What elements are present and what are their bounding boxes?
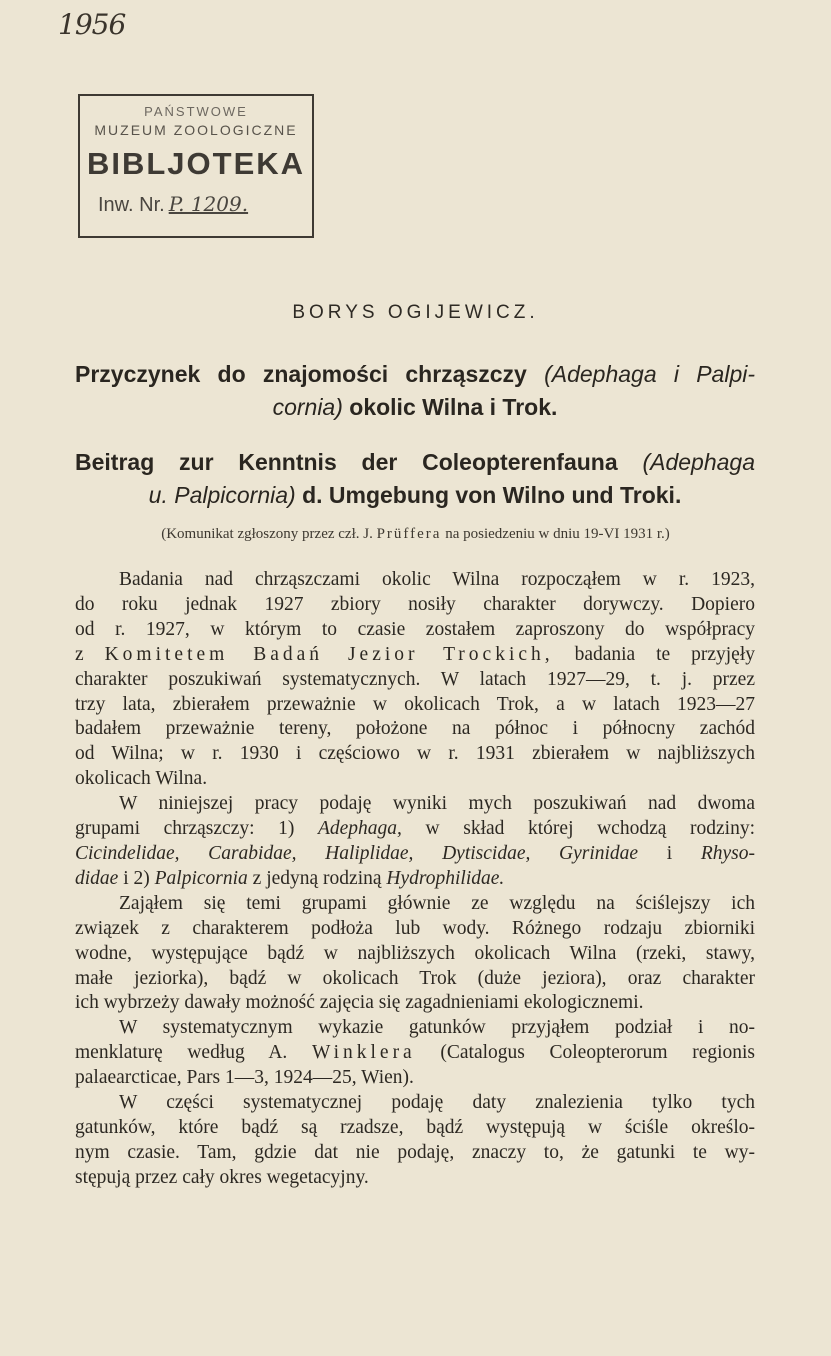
spaced-text: Komitetem Badań Jezior Trockich, bbox=[104, 643, 554, 665]
text-line: Badania nad chrząszczami okolic Wilna rozpocząłem w r. 1923, bbox=[119, 569, 755, 590]
note-part-2: na posiedzeniu w dniu 19-VI 1931 r.) bbox=[445, 526, 670, 542]
note-name: Prüffera bbox=[376, 526, 442, 542]
handwritten-catalog-note: 1956 bbox=[58, 8, 126, 41]
text-line: charakter poszukiwań systematycznych. W latach 1927—29, t. j. przez bbox=[75, 668, 755, 690]
text-line: gatunków, które bądź są rzadsze, bądź występują w ściśle określo- bbox=[75, 1116, 755, 1138]
text-line: stępują przez cały okres wegetacyjny. bbox=[75, 1166, 369, 1188]
title-german-taxa-cont: u. Palpicornia) bbox=[148, 482, 296, 508]
title-polish-line-1 bbox=[75, 358, 755, 391]
text-line: badałem przeważnie tereny, położone na północ i północny zachód bbox=[75, 718, 755, 740]
title-polish-text: Przyczynek do znajomości chrząszczy bbox=[75, 361, 527, 387]
author-name: BORYS OGIJEWICZ. bbox=[292, 302, 539, 323]
text-fragment: grupami chrząszczy: 1) bbox=[75, 818, 295, 840]
text-fragment: w skład której wchodzą rodziny: bbox=[425, 818, 755, 840]
stamp-line-3: BIBLJOTEKA bbox=[86, 146, 306, 181]
text-line: okolicach Wilna. bbox=[75, 768, 208, 790]
title-german-line-1 bbox=[75, 446, 755, 479]
title-polish bbox=[75, 358, 755, 424]
text-fragment: z jedyną rodziną bbox=[252, 867, 382, 889]
text-line: do roku jednak 1927 zbiory nosiły charakter dorywczy. Dopiero bbox=[75, 593, 755, 615]
text-line: związek z charakterem podłoża lub wody. Różnego rodzaju zbiorniki bbox=[75, 917, 755, 939]
text-line bbox=[75, 842, 755, 867]
text-line: ich wybrzeży dawały możność zajęcia się zagadnieniami ekologicznemi. bbox=[75, 992, 644, 1014]
text-fragment: badania te przyjęły bbox=[574, 643, 756, 665]
paragraph-1 bbox=[75, 568, 755, 792]
text-line: W części systematycznej podaję daty znalezienia tylko tych bbox=[119, 1092, 755, 1114]
communication-note bbox=[0, 526, 831, 543]
title-polish-line-2 bbox=[75, 391, 755, 424]
text-line bbox=[75, 817, 755, 842]
taxon-name: didae bbox=[75, 867, 119, 889]
paragraph-2 bbox=[75, 792, 755, 892]
taxon-name: Hydrophilidae. bbox=[386, 867, 505, 889]
spaced-text: Winklera bbox=[311, 1042, 416, 1064]
text-fragment: i bbox=[666, 842, 673, 864]
stamp-inventory bbox=[98, 192, 248, 217]
stamp-line-2: MUZEUM ZOOLOGICZNE bbox=[94, 122, 298, 138]
note-part-1: (Komunikat zgłoszony przez czł. J. bbox=[161, 526, 373, 542]
text-line: W niniejszej pracy podaję wyniki mych poszukiwań nad dwoma bbox=[119, 793, 755, 815]
taxon-name: Rhyso- bbox=[700, 842, 756, 864]
text-line: palaearcticae, Pars 1—3, 1924—25, Wien). bbox=[75, 1067, 414, 1089]
text-line: małe jeziorka), bądź w okolicach Trok (duże jeziora), oraz charakter bbox=[75, 967, 755, 989]
text-line bbox=[75, 643, 755, 668]
title-polish-text-2: okolic Wilna i Trok. bbox=[349, 394, 558, 420]
paragraph-5 bbox=[75, 1091, 755, 1191]
title-german bbox=[75, 446, 755, 512]
text-line: Zająłem się temi grupami głównie ze względu na ściślejszy ich bbox=[119, 892, 755, 914]
stamp-inventory-number: P. 1209. bbox=[168, 192, 249, 216]
paragraph-3 bbox=[75, 892, 755, 1017]
stamp-line-1: PAŃSTWOWE bbox=[144, 104, 248, 119]
taxon-name: Adephaga, bbox=[317, 818, 402, 840]
title-polish-taxa: (Adephaga i Palpi- bbox=[544, 361, 756, 387]
text-fragment: (Catalogus Coleopterorum regionis bbox=[440, 1042, 756, 1064]
taxon-name: Cicindelidae, Carabidae, Haliplidae, Dytiscidae, Gyrinidae bbox=[75, 842, 639, 864]
text-line: od Wilna; w r. 1930 i częściowo w r. 1931 zbierałem w najbliższych bbox=[75, 743, 755, 765]
title-german-line-2 bbox=[75, 479, 755, 512]
title-german-text: Beitrag zur Kenntnis der Coleopterenfauna bbox=[75, 449, 618, 475]
text-line: W systematycznym wykazie gatunków przyjąłem podział i no- bbox=[119, 1017, 755, 1039]
text-line: nym czasie. Tam, gdzie dat nie podaję, znaczy to, że gatunki te wy- bbox=[75, 1141, 755, 1163]
text-fragment: i 2) bbox=[123, 867, 150, 889]
body-text bbox=[75, 568, 755, 1191]
text-fragment: z bbox=[75, 643, 84, 665]
title-german-text-2: d. Umgebung von Wilno und Troki. bbox=[302, 482, 682, 508]
text-fragment: menklaturę według A. bbox=[75, 1042, 288, 1064]
text-line: trzy lata, zbierałem przeważnie w okolicach Trok, a w latach 1923—27 bbox=[75, 693, 755, 715]
text-line: od r. 1927, w którym to czasie zostałem zaproszony do współpracy bbox=[75, 618, 755, 640]
library-stamp bbox=[78, 94, 314, 238]
text-line: wodne, występujące bądź w najbliższych okolicach Wilna (rzeki, stawy, bbox=[75, 942, 755, 964]
taxon-name: Palpicornia bbox=[154, 867, 248, 889]
stamp-inventory-label: Inw. Nr. bbox=[98, 194, 165, 216]
title-polish-taxa-cont: cornia) bbox=[272, 394, 343, 420]
title-german-taxa: (Adephaga bbox=[642, 449, 756, 475]
text-line bbox=[75, 1041, 755, 1066]
text-line bbox=[75, 867, 755, 892]
paragraph-4 bbox=[75, 1016, 755, 1091]
